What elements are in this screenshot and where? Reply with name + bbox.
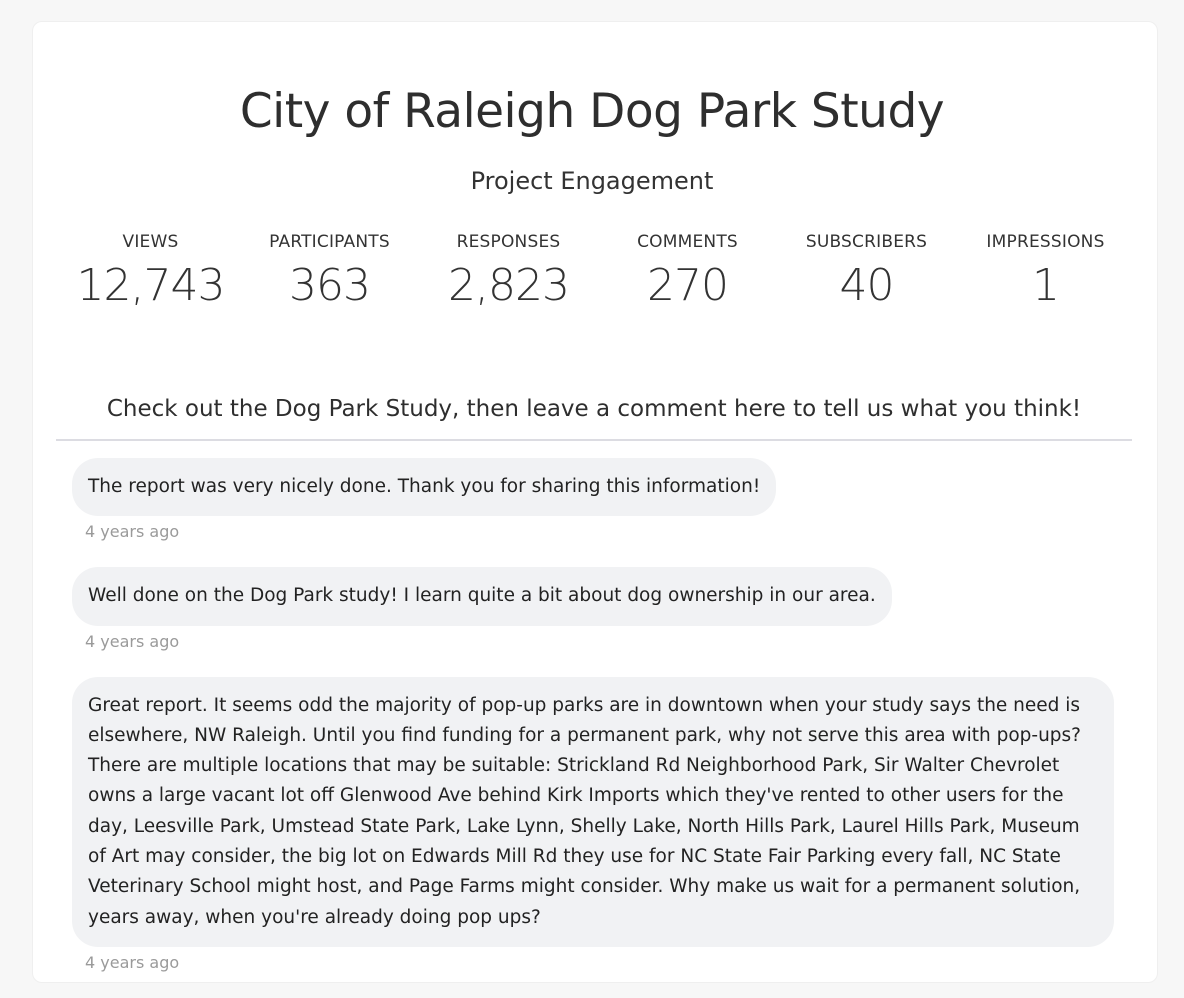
comment-item — [72, 677, 1116, 972]
page-subtitle: Project Engagement — [470, 167, 714, 195]
comment-timestamp: 4 years ago — [85, 952, 180, 972]
stat-label: IMPRESSIONS — [986, 232, 1105, 252]
comment-text: Well done on the Dog Park study! I learn quite a bit about dog ownership in our area. — [72, 567, 892, 625]
stat-label: PARTICIPANTS — [269, 232, 390, 252]
comment-prompt: Check out the Dog Park Study, then leave a comment here to tell us what you think! — [106, 396, 1082, 422]
comment-text: Great report. It seems odd the majority of pop-up parks are in downtown when your study says the need is elsewhere, NW Raleigh. Until you find funding for a permanent park, why not serve this area with pop-ups? There are multiple locations that may be suitable: Strickland Rd Neighborhood Park, Sir Walter Chevrolet owns a large vacant lot off Glenwood Ave behind Kirk Imports which they've rented to other users for the day, Leesville Park, Umstead State Park, Lake Lynn, Shelly Lake, North Hills Park, Laurel Hills Park, Museum of Art may consider, the big lot on Edwards Mill Rd they use for NC State Fair Parking every fall, NC State Veterinary School might host, and Page Farms might consider. Why make us wait for a permanent solution, years away, when you're already doing pop ups? — [72, 677, 1114, 947]
stat-value: 2,823 — [448, 260, 569, 311]
stat-impressions — [956, 232, 1135, 311]
comment-text: The report was very nicely done. Thank you for sharing this information! — [72, 458, 776, 516]
engagement-stats — [61, 232, 1135, 311]
comment-timestamp: 4 years ago — [85, 631, 180, 651]
stat-value: 363 — [289, 260, 370, 311]
stat-value: 12,743 — [76, 260, 225, 311]
stat-label: COMMENTS — [637, 232, 738, 252]
stat-label: RESPONSES — [456, 232, 561, 252]
divider — [56, 439, 1132, 441]
comment-item — [72, 567, 1116, 650]
stat-value: 270 — [647, 260, 728, 311]
stat-participants — [240, 232, 419, 311]
stat-value: 40 — [839, 260, 894, 311]
comment-timestamp: 4 years ago — [85, 522, 180, 542]
stat-subscribers — [777, 232, 956, 311]
page-title: City of Raleigh Dog Park Study — [239, 84, 945, 139]
stat-views — [61, 232, 240, 311]
stat-label: VIEWS — [122, 232, 179, 252]
comment-item — [72, 458, 1116, 541]
comment-list — [72, 458, 1116, 998]
stat-label: SUBSCRIBERS — [805, 232, 928, 252]
stat-value: 1 — [1032, 260, 1059, 311]
stat-responses — [419, 232, 598, 311]
stat-comments — [598, 232, 777, 311]
